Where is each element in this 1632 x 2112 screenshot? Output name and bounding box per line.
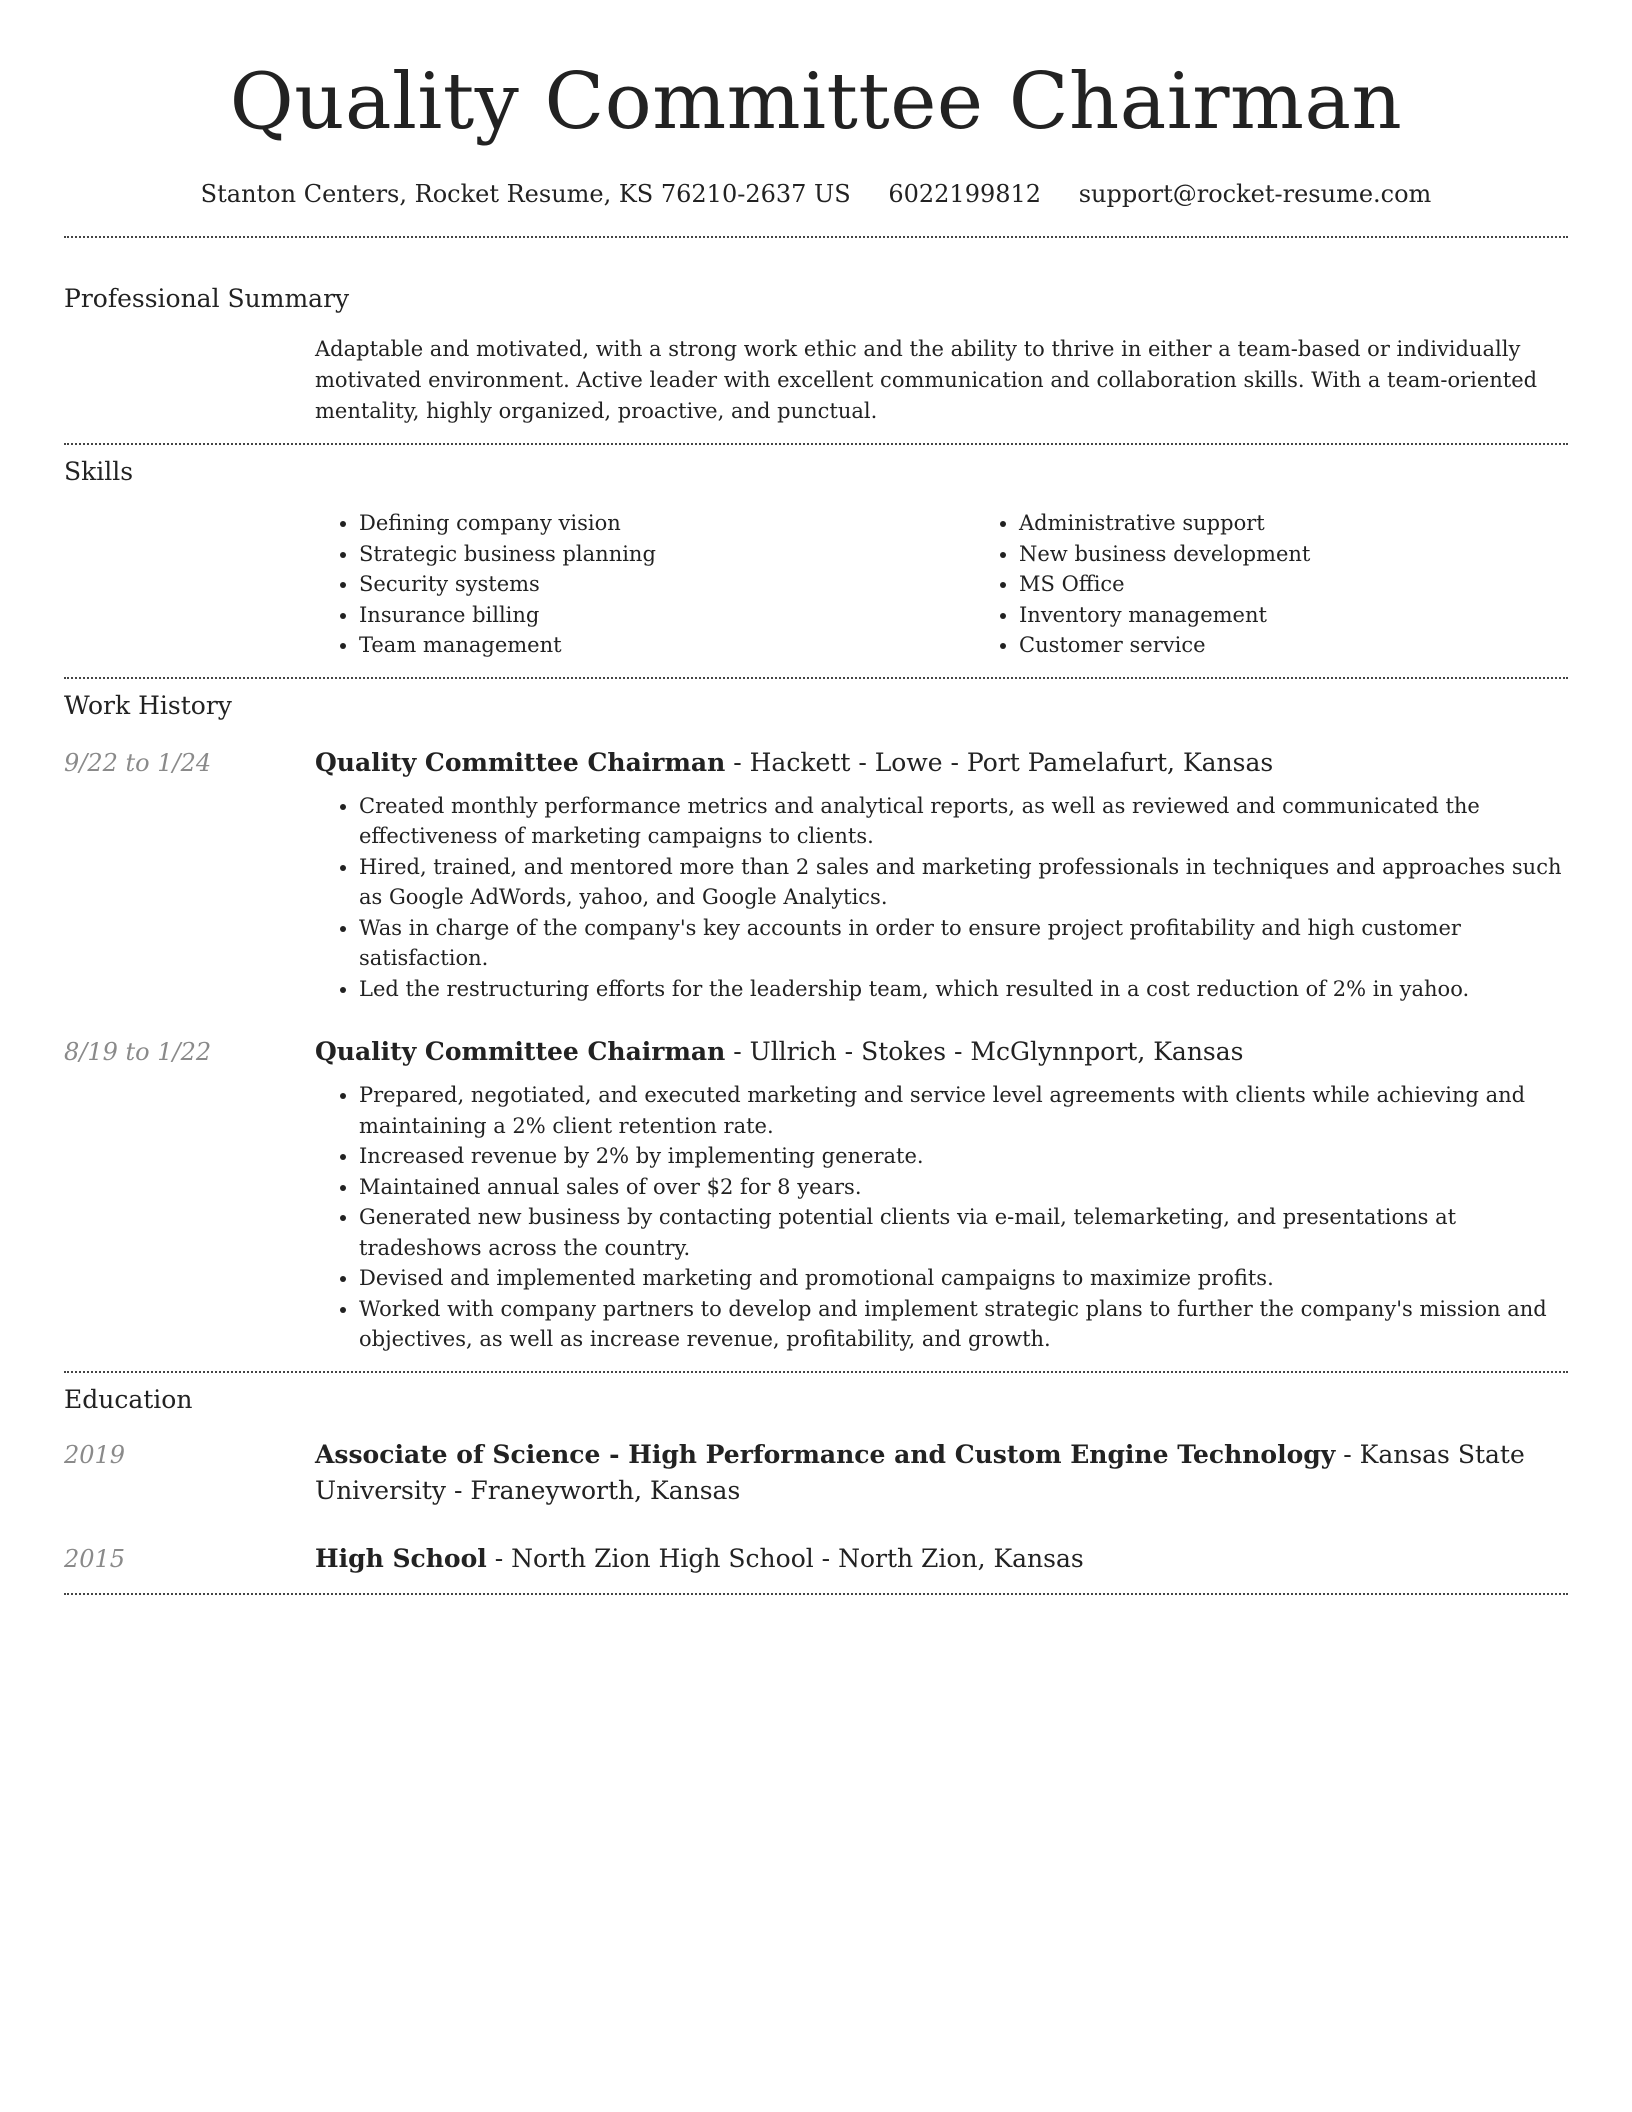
skill-item: • Inventory management bbox=[1019, 600, 1632, 631]
divider bbox=[64, 1371, 1568, 1373]
work-history-section bbox=[64, 689, 1568, 1355]
section-title-skills: Skills bbox=[64, 457, 134, 486]
job-bullet: • Hired, trained, and mentored more than 2 sales and marketing professionals in techniques and approaches such as Google AdWords, yahoo, and Google Analytics. bbox=[359, 852, 1568, 913]
job-role: Quality Committee Chairman bbox=[315, 747, 726, 777]
skill-item: • Security systems bbox=[359, 569, 975, 600]
job-bullet: • Increased revenue by 2% by implementing generate. bbox=[359, 1141, 1568, 1172]
skill-item: • Strategic business planning bbox=[359, 539, 975, 570]
section-title-education: Education bbox=[64, 1384, 193, 1414]
job-bullet: • Created monthly performance metrics and analytical reports, as well as reviewed and communicated the effectiveness of marketing campaigns to clients. bbox=[359, 791, 1568, 852]
school-location: - Kansas State University - Franeyworth, Kansas bbox=[315, 1439, 1525, 1505]
education-title bbox=[315, 1437, 1568, 1509]
skill-item: • MS Office bbox=[1019, 569, 1632, 600]
skill-item: • Team management bbox=[359, 630, 975, 661]
education-section bbox=[64, 1383, 1568, 1577]
job-title bbox=[315, 1034, 1568, 1070]
summary-spacer bbox=[64, 334, 315, 427]
job-entry bbox=[64, 745, 1568, 1005]
candidate-name: Quality Committee Chairman bbox=[229, 57, 1403, 147]
job-role: Quality Committee Chairman bbox=[315, 1037, 726, 1066]
skills-section bbox=[64, 455, 1568, 661]
job-bullets bbox=[315, 791, 1568, 1005]
education-entry bbox=[64, 1437, 1568, 1509]
skills-list-left bbox=[315, 508, 975, 661]
degree: Associate of Science - High Performance and Custom Engine Technology bbox=[315, 1439, 1336, 1469]
skill-item: • Insurance billing bbox=[359, 600, 975, 631]
job-bullet: • Prepared, negotiated, and executed marketing and service level agreements with clients while achieving and maintaining a 2% client retention rate. bbox=[359, 1080, 1568, 1141]
skill-item: • Customer service bbox=[1019, 630, 1632, 661]
education-entry bbox=[64, 1541, 1568, 1577]
summary-section bbox=[64, 282, 1568, 427]
section-title-work: Work History bbox=[64, 690, 232, 720]
job-company-location: - Ullrich - Stokes - McGlynnport, Kansas bbox=[725, 1037, 1244, 1066]
job-bullet: • Worked with company partners to develop and implement strategic plans to further the company's mission and objectives, as well as increase revenue, profitability, and growth. bbox=[359, 1294, 1568, 1355]
address: Stanton Centers, Rocket Resume, KS 76210-2637 US bbox=[200, 180, 851, 208]
divider bbox=[64, 677, 1568, 679]
education-year: 2015 bbox=[64, 1544, 126, 1573]
email: support@rocket-resume.com bbox=[1078, 180, 1432, 208]
summary-text: Adaptable and motivated, with a strong work ethic and the ability to thrive in either a team-based or individually motivated environment. Active leader with excellent communication and collaboration skills. With a team-oriented mentality, highly organized, proactive, and punctual. bbox=[315, 337, 1538, 423]
divider bbox=[64, 443, 1568, 445]
degree: High School bbox=[315, 1543, 487, 1573]
job-entry bbox=[64, 1034, 1568, 1355]
skill-item: • Administrative support bbox=[1019, 508, 1632, 539]
divider bbox=[64, 236, 1568, 238]
job-bullet: • Was in charge of the company's key accounts in order to ensure project profitability and high customer satisfaction. bbox=[359, 913, 1568, 974]
job-bullet: • Led the restructuring efforts for the leadership team, which resulted in a cost reduction of 2% in yahoo. bbox=[359, 974, 1568, 1005]
job-bullet: • Maintained annual sales of over $2 for 8 years. bbox=[359, 1172, 1568, 1203]
section-title-summary: Professional Summary bbox=[64, 284, 350, 313]
resume-page bbox=[64, 0, 1568, 1595]
contact-info bbox=[64, 178, 1568, 210]
job-dates: 8/19 to 1/22 bbox=[64, 1038, 212, 1066]
skill-item: • New business development bbox=[1019, 539, 1632, 570]
divider bbox=[64, 1593, 1568, 1595]
job-bullet: • Devised and implemented marketing and promotional campaigns to maximize profits. bbox=[359, 1263, 1568, 1294]
skills-list-right bbox=[975, 508, 1632, 661]
education-title bbox=[315, 1541, 1568, 1577]
school-location: - North Zion High School - North Zion, Kansas bbox=[486, 1543, 1084, 1573]
phone: 6022199812 bbox=[888, 180, 1042, 208]
job-title bbox=[315, 745, 1568, 781]
job-bullets bbox=[315, 1080, 1568, 1355]
job-company-location: - Hackett - Lowe - Port Pamelafurt, Kansas bbox=[725, 747, 1274, 777]
job-dates: 9/22 to 1/24 bbox=[64, 748, 212, 777]
job-bullet: • Generated new business by contacting potential clients via e-mail, telemarketing, and presentations at tradeshows across the country. bbox=[359, 1202, 1568, 1263]
education-year: 2019 bbox=[64, 1440, 126, 1469]
skill-item: • Defining company vision bbox=[359, 508, 975, 539]
skills-spacer bbox=[64, 508, 315, 661]
